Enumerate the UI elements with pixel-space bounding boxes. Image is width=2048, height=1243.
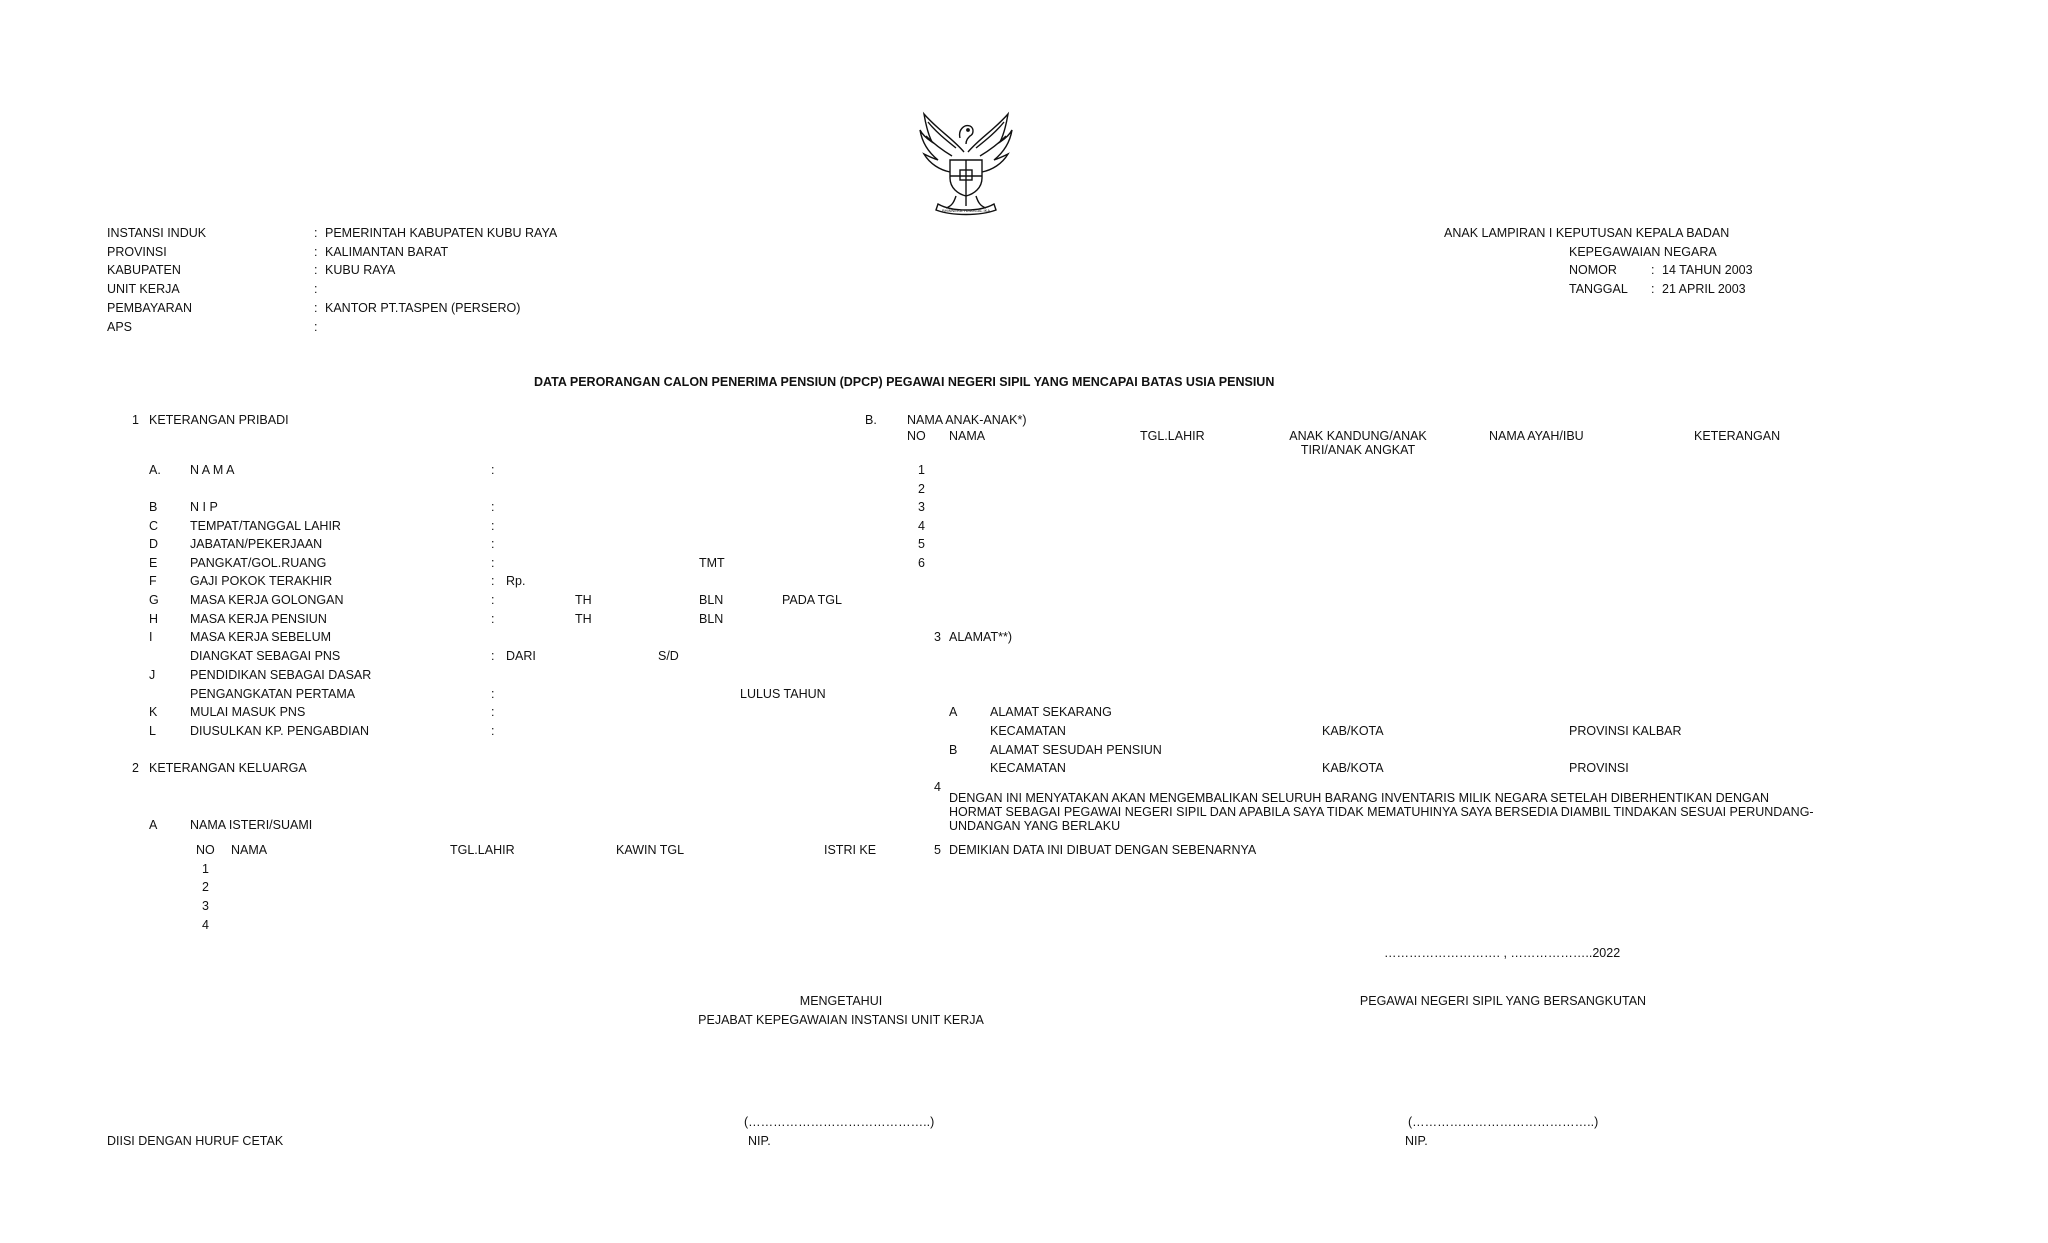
spouse-row-no: 4 xyxy=(202,918,209,932)
sign-right-line1: PEGAWAI NEGERI SIPIL YANG BERSANGKUTAN xyxy=(1359,994,1647,1008)
colon: : xyxy=(314,226,318,240)
th-label: TH xyxy=(575,593,592,607)
pada-tgl-label: PADA TGL xyxy=(782,593,842,607)
bln-label: BLN xyxy=(699,612,724,626)
section3-a-label: ALAMAT SEKARANG xyxy=(990,705,1112,719)
children-title: NAMA ANAK-ANAK*) xyxy=(907,413,1027,427)
children-header-ortu: NAMA AYAH/IBU xyxy=(1489,429,1584,443)
label-pembayaran: PEMBAYARAN xyxy=(107,301,192,315)
section1-no: 1 xyxy=(132,413,139,427)
sign-left-line2: PEJABAT KEPEGAWAIAN INSTANSI UNIT KERJA xyxy=(698,1013,984,1027)
section5-text: DEMIKIAN DATA INI DIBUAT DENGAN SEBENARNYA xyxy=(949,843,1257,857)
children-row-no: 1 xyxy=(918,463,925,477)
section3-b-label: ALAMAT SESUDAH PENSIUN xyxy=(990,743,1162,757)
item-letter: D xyxy=(149,537,159,551)
sign-right-nip: NIP. xyxy=(1405,1134,1428,1148)
children-row-no: 4 xyxy=(918,519,925,533)
lulus-tahun-label: LULUS TAHUN xyxy=(740,687,826,701)
value-kabupaten: KUBU RAYA xyxy=(325,263,396,277)
colon: : xyxy=(491,500,495,514)
item-letter: G xyxy=(149,593,159,607)
sign-left-nip: NIP. xyxy=(748,1134,771,1148)
item-mks-label-2: DIANGKAT SEBAGAI PNS xyxy=(190,649,341,663)
colon: : xyxy=(1651,263,1655,277)
item-letter: J xyxy=(149,668,156,682)
colon: : xyxy=(491,593,495,607)
item-pendidikan-label: PENDIDIKAN SEBAGAI DASAR xyxy=(190,668,372,682)
kecamatan-label: KECAMATAN xyxy=(990,761,1066,775)
sign-right-name-line: (……………………………………..) xyxy=(1408,1115,1599,1129)
children-header-tgl-lahir: TGL.LAHIR xyxy=(1140,429,1205,443)
colon: : xyxy=(491,556,495,570)
section1-title: KETERANGAN PRIBADI xyxy=(149,413,289,427)
nomor-label: NOMOR xyxy=(1569,263,1617,277)
section5-no: 5 xyxy=(934,843,941,857)
colon: : xyxy=(491,537,495,551)
children-letter: B. xyxy=(865,413,877,427)
children-row-no: 6 xyxy=(918,556,925,570)
colon: : xyxy=(491,612,495,626)
tanggal-label: TANGGAL xyxy=(1569,282,1628,296)
colon: : xyxy=(314,301,318,315)
sign-left-line1: MENGETAHUI xyxy=(799,994,883,1008)
item-letter: F xyxy=(149,574,157,588)
spouse-header-kawin-tgl: KAWIN TGL xyxy=(616,843,685,857)
lampiran-line2: KEPEGAWAIAN NEGARA xyxy=(1569,245,1717,259)
kabkota-label: KAB/KOTA xyxy=(1322,761,1384,775)
item-letter: A. xyxy=(149,463,161,477)
label-aps: APS xyxy=(107,320,133,334)
value-instansi-induk: PEMERINTAH KABUPATEN KUBU RAYA xyxy=(325,226,558,240)
colon: : xyxy=(491,463,495,477)
item-pendidikan-label-2: PENGANGKATAN PERTAMA xyxy=(190,687,356,701)
colon: : xyxy=(491,519,495,533)
spouse-row-no: 2 xyxy=(202,880,209,894)
footer-note: DIISI DENGAN HURUF CETAK xyxy=(107,1134,284,1148)
item-letter: I xyxy=(149,630,153,644)
sign-left-name-line: (……………………………………..) xyxy=(744,1115,935,1129)
spouse-row-no: 1 xyxy=(202,862,209,876)
label-instansi-induk: INSTANSI INDUK xyxy=(107,226,207,240)
colon: : xyxy=(491,705,495,719)
children-row-no: 3 xyxy=(918,500,925,514)
section2-a-letter: A xyxy=(149,818,158,832)
rp-label: Rp. xyxy=(506,574,526,588)
section3-title: ALAMAT**) xyxy=(949,630,1012,644)
item-letter: L xyxy=(149,724,156,738)
section2-title: KETERANGAN KELUARGA xyxy=(149,761,307,775)
bln-label: BLN xyxy=(699,593,724,607)
label-provinsi: PROVINSI xyxy=(107,245,167,259)
spouse-header-nama: NAMA xyxy=(231,843,268,857)
children-header-status: ANAK KANDUNG/ANAK xyxy=(1289,429,1427,443)
colon: : xyxy=(314,263,318,277)
section4-text: DENGAN INI MENYATAKAN AKAN MENGEMBALIKAN SELURUH BARANG INVENTARIS MILIK NEGARA SETELAH DIBERHENTIKAN DENGAN HORMAT SEBAGAI PEGAWAI NEGERI SIPIL DAN APABILA SAYA TIDAK MEMATUHINYA SAYA BERSEDIA DIAMBIL TINDAKAN SESUAI PERUNDANG-UNDANGAN YANG BERLAKU xyxy=(949,791,1814,833)
item-gaji-label: GAJI POKOK TERAKHIR xyxy=(190,574,333,588)
document-title: DATA PERORANGAN CALON PENERIMA PENSIUN (DPCP) PEGAWAI NEGERI SIPIL YANG MENCAPAI BATAS USIA PENSIUN xyxy=(534,375,1275,389)
item-mulai-pns-label: MULAI MASUK PNS xyxy=(190,705,306,719)
colon: : xyxy=(491,574,495,588)
label-kabupaten: KABUPATEN xyxy=(107,263,181,277)
section3-a-letter: A xyxy=(949,705,958,719)
value-provinsi: KALIMANTAN BARAT xyxy=(325,245,449,259)
item-pangkat-label: PANGKAT/GOL.RUANG xyxy=(190,556,327,570)
value-pembayaran: KANTOR PT.TASPEN (PERSERO) xyxy=(325,301,521,315)
spouse-row-no: 3 xyxy=(202,899,209,913)
children-row-no: 5 xyxy=(918,537,925,551)
item-letter: K xyxy=(149,705,158,719)
colon: : xyxy=(491,649,495,663)
section2-a-label: NAMA ISTERI/SUAMI xyxy=(190,818,313,832)
tmt-label: TMT xyxy=(699,556,725,570)
provinsi-kalbar-label: PROVINSI KALBAR xyxy=(1569,724,1682,738)
colon: : xyxy=(491,724,495,738)
item-letter: H xyxy=(149,612,159,626)
spouse-header-istri-ke: ISTRI KE xyxy=(824,843,877,857)
section3-b-letter: B xyxy=(949,743,958,757)
item-ttl-label: TEMPAT/TANGGAL LAHIR xyxy=(190,519,341,533)
colon: : xyxy=(491,687,495,701)
item-letter: E xyxy=(149,556,158,570)
section2-no: 2 xyxy=(132,761,139,775)
date-line: ………………………. , ………………..2022 xyxy=(1384,946,1621,960)
children-header-ket: KETERANGAN xyxy=(1694,429,1781,443)
lampiran-line1: ANAK LAMPIRAN I KEPUTUSAN KEPALA BADAN xyxy=(1444,226,1730,240)
item-nip-label: N I P xyxy=(190,500,218,514)
item-mkg-label: MASA KERJA GOLONGAN xyxy=(190,593,344,607)
children-header-status-2: TIRI/ANAK ANGKAT xyxy=(1300,443,1416,457)
colon: : xyxy=(314,320,318,334)
children-row-no: 2 xyxy=(918,482,925,496)
tanggal-value: 21 APRIL 2003 xyxy=(1662,282,1746,296)
nomor-value: 14 TAHUN 2003 xyxy=(1662,263,1753,277)
colon: : xyxy=(1651,282,1655,296)
colon: : xyxy=(314,245,318,259)
item-kp-pengabdian-label: DIUSULKAN KP. PENGABDIAN xyxy=(190,724,369,738)
spouse-header-no: NO xyxy=(196,843,215,857)
children-header-no: NO xyxy=(907,429,926,443)
sd-label: S/D xyxy=(658,649,679,663)
provinsi-label: PROVINSI xyxy=(1569,761,1629,775)
th-label: TH xyxy=(575,612,592,626)
kabkota-label: KAB/KOTA xyxy=(1322,724,1384,738)
colon: : xyxy=(314,282,318,296)
section3-no: 3 xyxy=(934,630,941,644)
section4-no: 4 xyxy=(934,780,941,794)
item-mkp-label: MASA KERJA PENSIUN xyxy=(190,612,327,626)
svg-text:BHINNEKA TUNGGAL IKA: BHINNEKA TUNGGAL IKA xyxy=(941,208,991,213)
item-letter: B xyxy=(149,500,158,514)
item-letter: C xyxy=(149,519,159,533)
item-jabatan-label: JABATAN/PEKERJAAN xyxy=(190,537,323,551)
spouse-header-tgl-lahir: TGL.LAHIR xyxy=(450,843,515,857)
kecamatan-label: KECAMATAN xyxy=(990,724,1066,738)
item-mks-label: MASA KERJA SEBELUM xyxy=(190,630,332,644)
label-unit-kerja: UNIT KERJA xyxy=(107,282,180,296)
item-nama-label: N A M A xyxy=(190,463,235,477)
dari-label: DARI xyxy=(506,649,536,663)
children-header-nama: NAMA xyxy=(949,429,986,443)
garuda-emblem-icon xyxy=(916,108,1016,218)
